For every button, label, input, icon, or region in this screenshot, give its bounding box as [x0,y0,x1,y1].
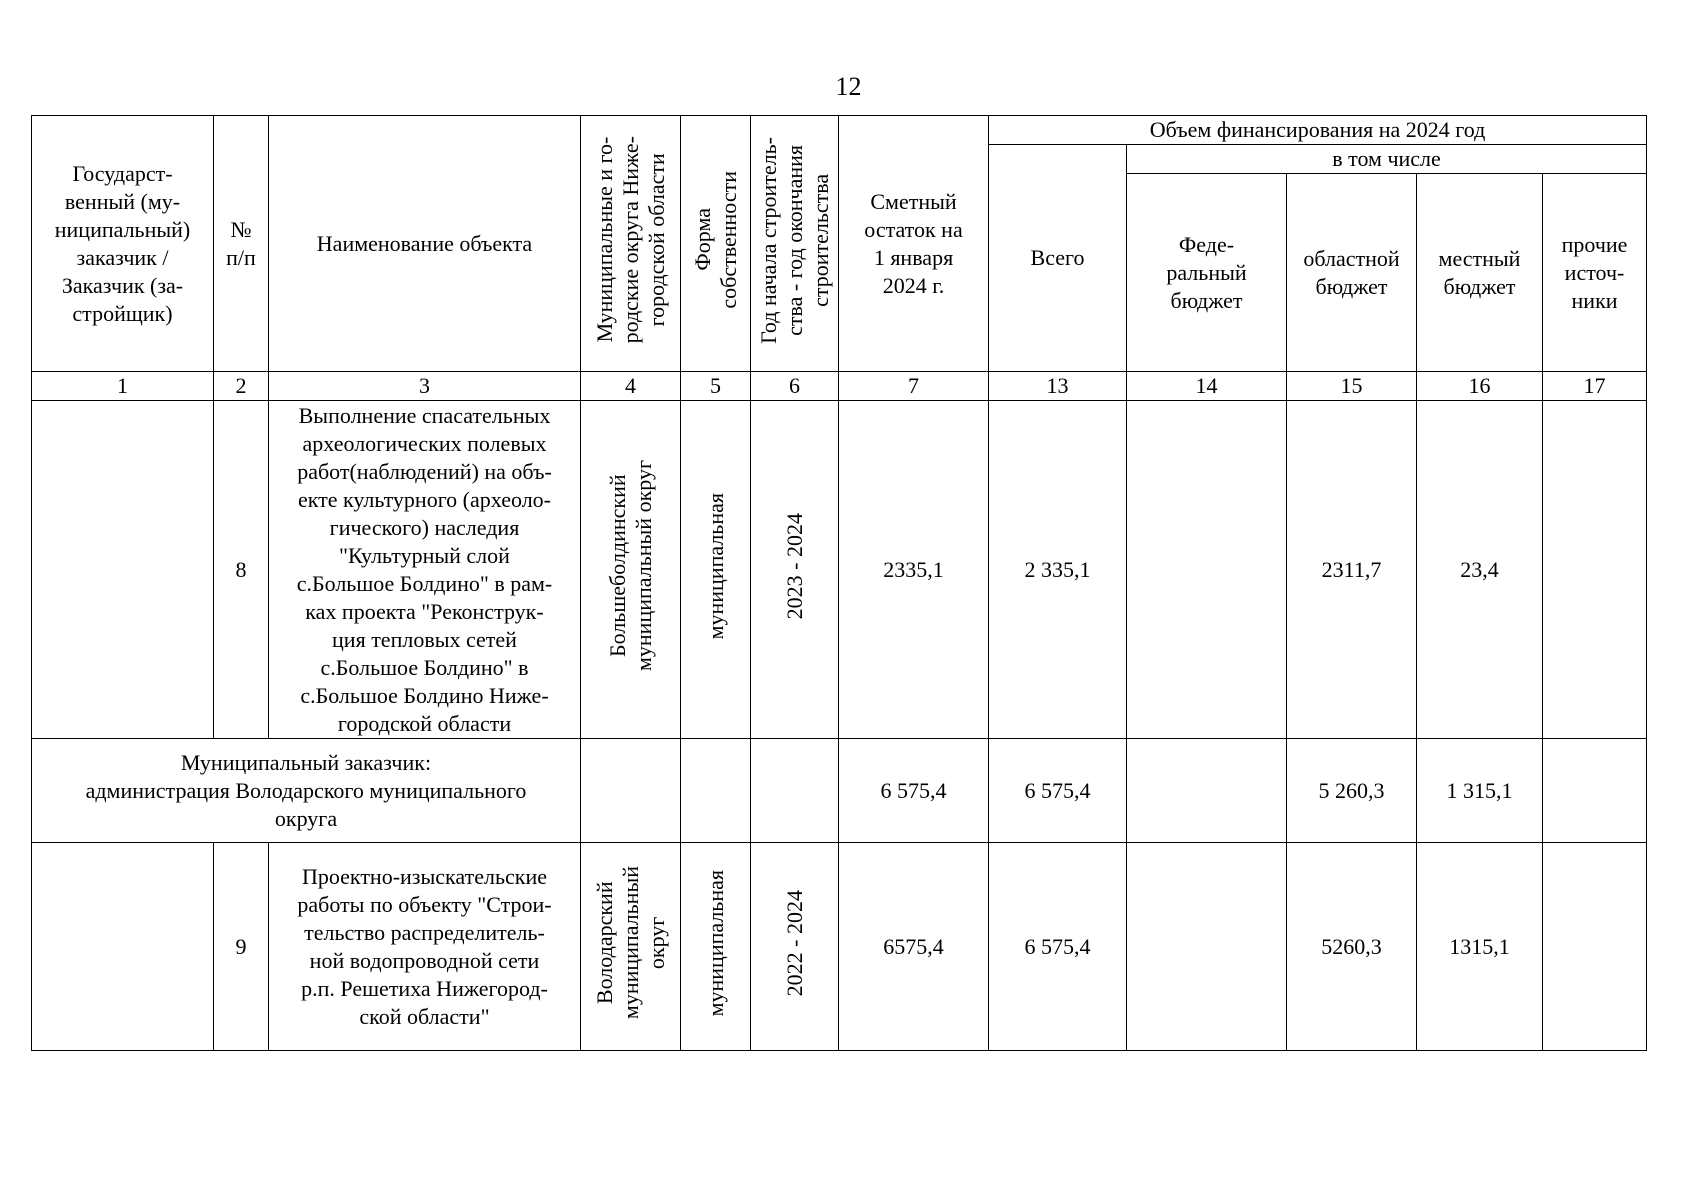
row-other [1543,843,1647,1051]
header-federal: Феде- ральный бюджет [1127,174,1287,372]
row-number: 8 [214,401,269,739]
page-number: 12 [835,72,862,101]
header-regional: областной бюджет [1287,174,1417,372]
summary-years [751,739,839,843]
row-total: 2 335,1 [989,401,1127,739]
summary-ownership [681,739,751,843]
column-number: 2 [214,372,269,401]
row-regional: 5260,3 [1287,843,1417,1051]
column-number: 17 [1543,372,1647,401]
header-number: № п/п [214,116,269,372]
summary-regional: 5 260,3 [1287,739,1417,843]
header-total: Всего [989,145,1127,372]
row-number: 9 [214,843,269,1051]
row-other [1543,401,1647,739]
table-row [32,843,1647,1051]
header-municipality: Муниципальные и го- родские округа Ниже- городской области [581,116,681,372]
column-number: 5 [681,372,751,401]
financing-table [31,115,1647,1051]
column-number: 15 [1287,372,1417,401]
column-numbers-row [32,372,1647,401]
row-local: 1315,1 [1417,843,1543,1051]
row-federal [1127,401,1287,739]
header-years: Год начала строитель- ства - год окончания строительства [751,116,839,372]
header-other: прочие источ- ники [1543,174,1647,372]
row-municipality: Володарский муниципальный округ [581,843,681,1051]
summary-total: 6 575,4 [989,739,1127,843]
summary-estimate: 6 575,4 [839,739,989,843]
row-customer [32,843,214,1051]
summary-local: 1 315,1 [1417,739,1543,843]
row-estimate: 2335,1 [839,401,989,739]
row-years: 2023 - 2024 [751,401,839,739]
row-total: 6 575,4 [989,843,1127,1051]
table-row [32,401,1647,739]
row-ownership: муниципальная [681,843,751,1051]
summary-other [1543,739,1647,843]
summary-label: Муниципальный заказчик: администрация Володарского муниципального округа [32,739,581,843]
column-number: 4 [581,372,681,401]
row-municipality: Большеболдинский муниципальный округ [581,401,681,739]
row-customer [32,401,214,739]
summary-municipality [581,739,681,843]
header-estimate: Сметный остаток на 1 января 2024 г. [839,116,989,372]
column-number: 16 [1417,372,1543,401]
header-object-name: Наименование объекта [269,116,581,372]
row-years: 2022 - 2024 [751,843,839,1051]
summary-row [32,739,1647,843]
column-number: 3 [269,372,581,401]
row-federal [1127,843,1287,1051]
header-ownership: Форма собственности [681,116,751,372]
column-number: 7 [839,372,989,401]
row-regional: 2311,7 [1287,401,1417,739]
row-object-name: Выполнение спасательных археологических полевых работ(наблюдений) на объ- екте культурного (археоло- гического) наследия "Культурный слой с.Большое Болдино" в рам- ках проекта "Реконструк- ция тепловых сетей с.Большое Болдино" в с.Большое Болдино Ниже- городской области [269,401,581,739]
column-number: 14 [1127,372,1287,401]
column-number: 6 [751,372,839,401]
row-object-name: Проектно-изыскательские работы по объекту "Строи- тельство распределитель- ной водопроводной сети р.п. Решетиха Нижегород- ской области" [269,843,581,1051]
column-number: 13 [989,372,1127,401]
header-local: местный бюджет [1417,174,1543,372]
row-estimate: 6575,4 [839,843,989,1051]
header-customer: Государст- венный (му- ниципальный) заказчик / Заказчик (за- стройщик) [32,116,214,372]
header-including: в том числе [1127,145,1647,174]
summary-federal [1127,739,1287,843]
header-financing: Объем финансирования на 2024 год [989,116,1647,145]
column-number: 1 [32,372,214,401]
row-local: 23,4 [1417,401,1543,739]
row-ownership: муниципальная [681,401,751,739]
header-row-1 [32,116,1647,145]
